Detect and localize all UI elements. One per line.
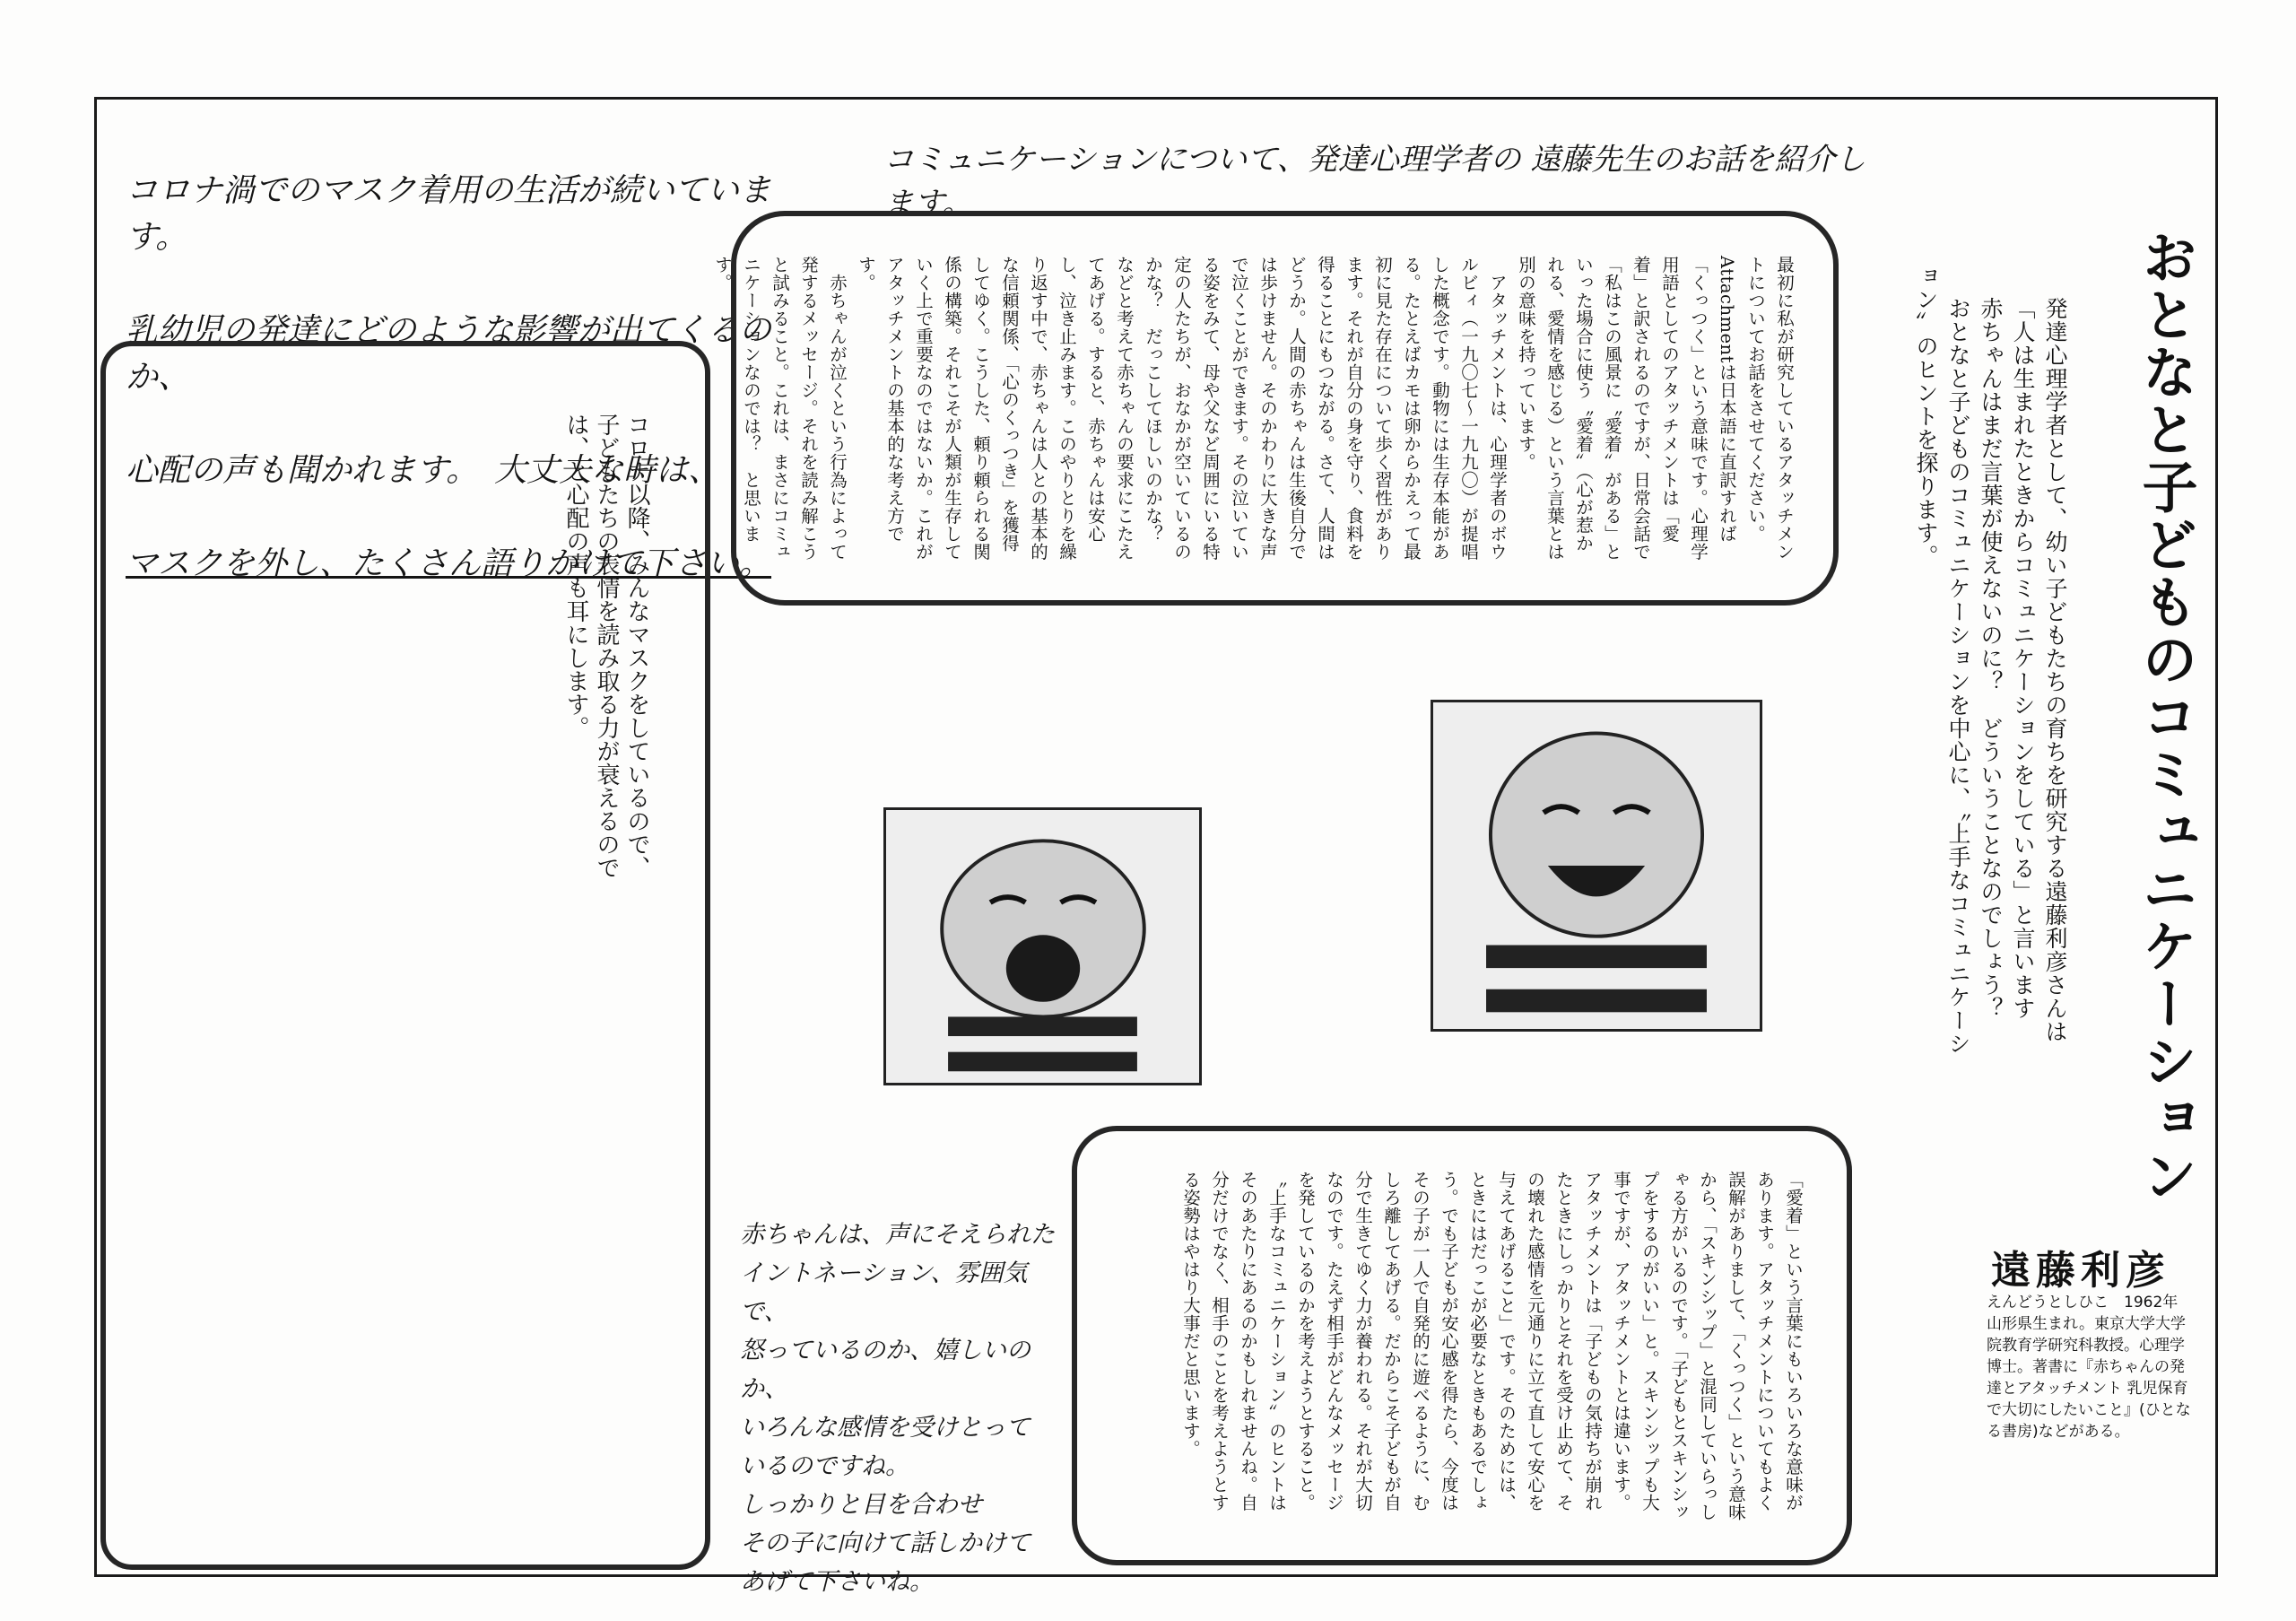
attachment-article: 最初に私が研究しているアタッチメントについてお話をさせてください。Attachmentは日本語に直訳すれば「くっつく」という意味です。心理学用語としてのアタッチメントは「愛着」と訳されるのですが、日常会話で「私はこの風景に〝愛着〟がある」といった場合に使う〝愛着〟（心が惹かれる、愛情を感じる）という言葉とは別の意味を持っています。 アタッチメントは、心理学者のボウルビィ（一九〇七～一九九〇）が提唱した概念です。動物には生存本能がある。たとえばカモは卵からかえって最初に見た存在について歩く習性があります。それが自分の身を守り、食料を得ることにもつながる。さて、人間はどうか。人間の赤ちゃんは生後自分では歩けません。そのかわりに大きな声で泣くことができます。その泣いている姿をみて、母や父など周囲にいる特定の人たちが、おなかが空いているのかな？ だっこしてほしいのかな？ などと考えて赤ちゃんの要求にこたえてあげる。すると、赤ちゃんは安心し、泣き止みます。このやりとりを繰り返す中で、赤ちゃんは人との基本的な信頼関係、「心のくっつき」を獲得してゆく。こうした、頼り頼られる関係の構築。それこそが人類が生存していく上で重要なのではないか。これがアタッチメントの基本的な考え方です。 赤ちゃんが泣くという行為によって発するメッセージ。それを読み解こうと試みること。これは、まさにコミュニケーションなのでは？ と思います。 — [712, 256, 1795, 561]
intro-line-3: 心配の声も聞かれます。 大丈夫な時は、 — [126, 452, 721, 489]
lead-line-1: 発達心理学者として、幼い子どもたちの育ちを研究する遠藤利彦さんは — [2042, 296, 2068, 1043]
lead-line-2: 「人は生まれたときからコミュニケーションをしている」と言います — [2010, 296, 2036, 1020]
column-handwritten-note: コロナ以降、みんなマスクをしているので、子どもたちの表情を読み取る力が衰えるのでは、と心配の声も耳にします。 — [562, 413, 650, 879]
author-profile: えんどうとしひこ 1962年山形県生まれ。東京大学大学院教育学研究科教授。心理学博士。著書に『赤ちゃんの発達とアタッチメント 乳児保育で大切にしたいこと』(ひとなる書房)などがある。 — [1987, 1294, 2191, 1441]
author-name: 遠藤利彦 — [1991, 1248, 2170, 1294]
baby-crying-illustration — [886, 810, 1199, 1083]
lead-line-3: 赤ちゃんはまだ言葉が使えないのに？ どういうことなのでしょう？ — [1978, 296, 2004, 1020]
article-title: おとなと子どものコミュニケーション — [2133, 229, 2198, 1205]
intro-line-2: 乳幼児の発達にどのような影響が出てくるのか、 — [126, 312, 772, 396]
skinship-article: 「愛着」という言葉にもいろいろな意味があります。アタッチメントについてもよく誤解がありまして、「くっつく」という意味から、「スキンシップ」と混同していらっしゃる方がいるのです。「子どもとスキンシップをするのがいい」と。スキンシップも大事ですが、アタッチメントとは違います。アタッチメントは「子どもの気持ちが崩れたときにしっかりとそれを受け止めて、その壊れた感情を元通りに立て直して安心を与えてあげること」です。そのためには、ときにはだっこが必要なときもあるでしょう。でも子どもが安心感を得たら、今度はその子が一人で自発的に遊べるように、むしろ離してあげる。だからこそ子どもが自分で生きてゆく力が養われる。それが大切なのです。たえず相手がどんなメッセージを発しているのかを考えようとすること。〝上手なコミュニケーション〟のヒントはそのあたりにあるのかもしれませんね。自分だけでなく、相手のことを考えようとする姿勢はやはり大事だと思います。 — [1180, 1171, 1804, 1521]
bottom-handwritten-note: 赤ちゃんは、声にそえられた イントネーション、雰囲気で、 怒っているのか、嬉しいのか、 いろんな感情を受けとって いるのですね。 しっかりと目を合わせ その子に向けて話しかけて あげて下さいね。 — [740, 1221, 1055, 1596]
baby-laughing-photo — [1431, 700, 1762, 1032]
top-handwritten-note: コミュニケーションについて、発達心理学者の 遠藤先生のお話を紹介します。 — [883, 142, 1866, 222]
intro-line-1: コロナ渦でのマスク着用の生活が続いています。 — [126, 172, 772, 256]
lead-line-4: おとなと子どものコミュニケーションを中心に、〝上手なコミュニケーション〟のヒントを探ります。 — [1913, 265, 1971, 1056]
article-lead — [1877, 265, 2103, 1072]
intro-line-4: マスクを外し、たくさん語りかけて下さい。 — [126, 545, 772, 582]
baby-laughing-illustration — [1433, 702, 1760, 1029]
baby-crying-photo — [883, 807, 1202, 1085]
